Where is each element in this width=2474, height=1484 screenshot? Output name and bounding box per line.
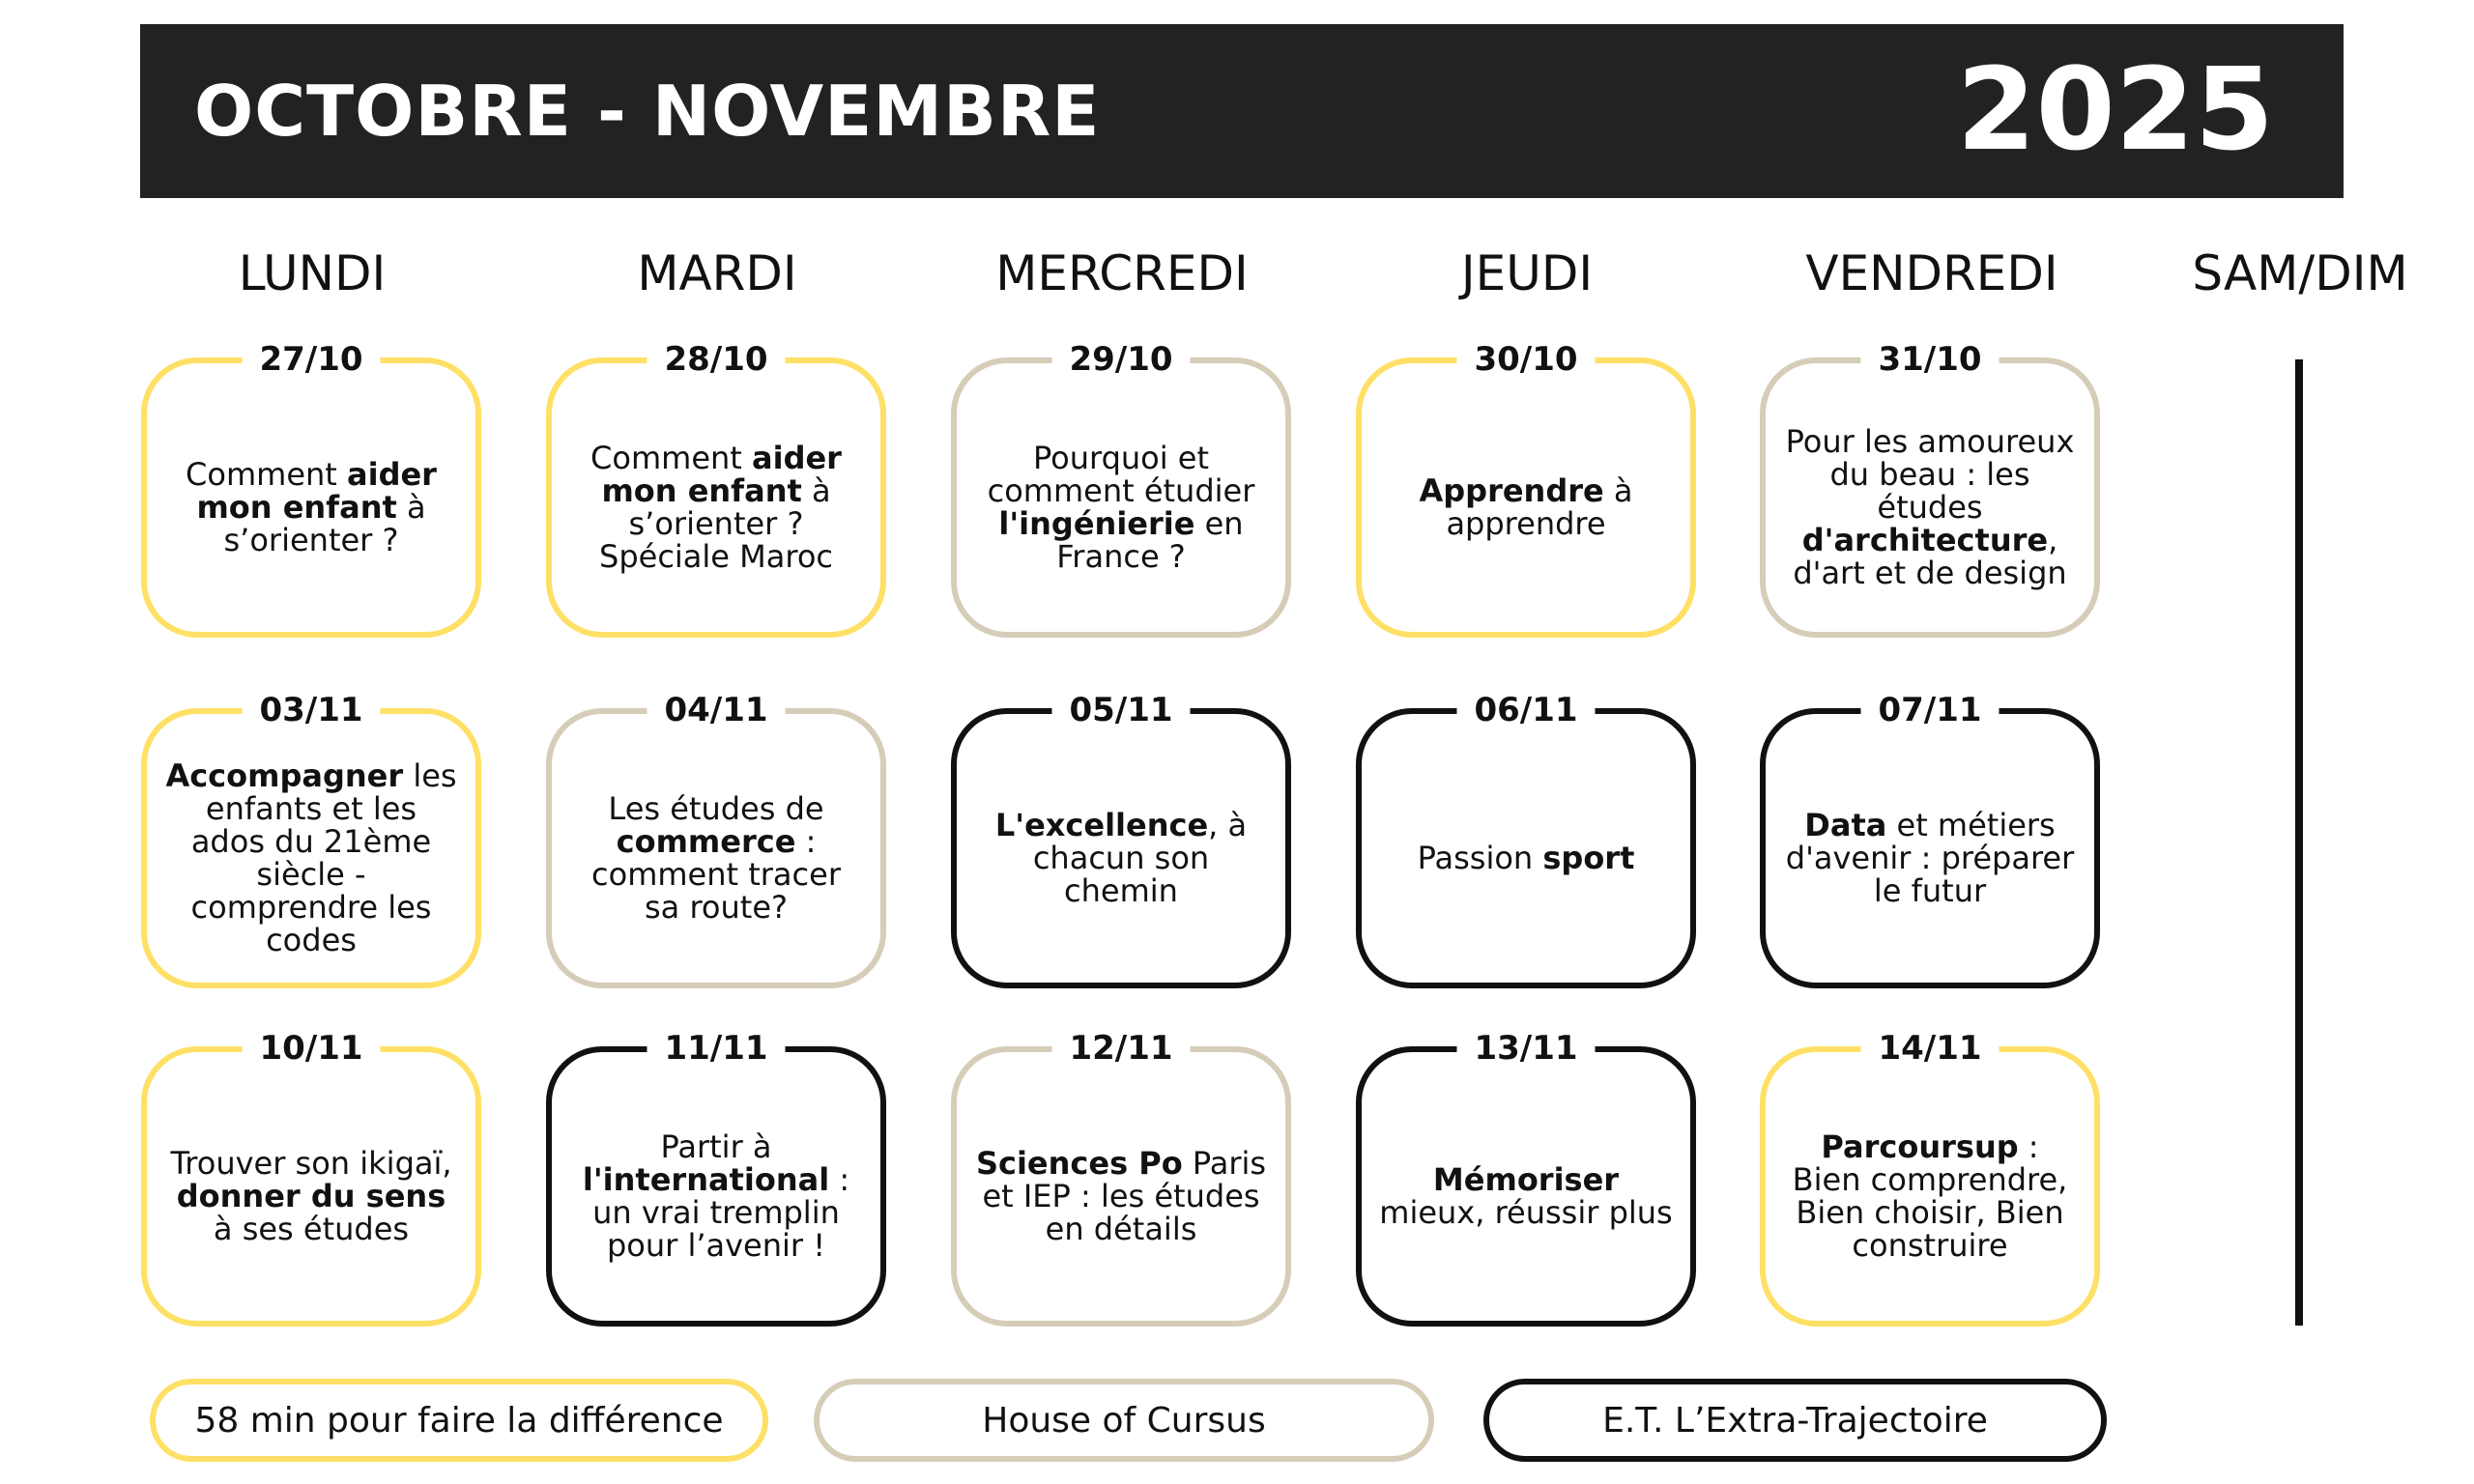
event-title-text: : comment tracer sa route?: [591, 823, 841, 926]
event-title: [1379, 753, 1673, 963]
event-title-emphasis: donner du sens: [176, 1178, 446, 1214]
day-header-lundi: LUNDI: [238, 245, 387, 301]
event-title: [164, 1091, 458, 1301]
event-title: [164, 753, 458, 963]
event-title-text: : un vrai tremplin pour l’avenir !: [592, 1161, 850, 1264]
event-date: 13/11: [1456, 1027, 1595, 1070]
event-title: [569, 1091, 863, 1301]
event-title: [1783, 753, 2077, 963]
event-title-text: , d'art et de design: [1793, 522, 2067, 591]
event-title-text: Paris et IEP : les études en détails: [982, 1145, 1267, 1247]
event-title-text: Comment: [186, 456, 347, 493]
legend-58-min: 58 min pour faire la différence: [150, 1379, 768, 1462]
event-title-text: : Bien comprendre, Bien choisir, Bien construire: [1792, 1128, 2068, 1264]
event-date: 07/11: [1860, 689, 1999, 731]
event-title-emphasis: Data: [1804, 807, 1887, 843]
event-title: [1379, 1091, 1673, 1301]
event-title-emphasis: L'excellence: [994, 807, 1209, 843]
event-card[interactable]: [546, 340, 886, 638]
event-title-emphasis: sport: [1542, 840, 1635, 876]
event-date: 14/11: [1860, 1027, 1999, 1070]
event-title: [569, 402, 863, 613]
event-date: 27/10: [242, 338, 380, 381]
event-title-text: Pour les amoureux du beau : les études: [1785, 423, 2075, 526]
event-title: [164, 402, 458, 613]
event-title-emphasis: Sciences Po: [975, 1145, 1183, 1182]
event-title-text: à s’orienter ? Spéciale Maroc: [599, 472, 833, 575]
event-card[interactable]: [951, 340, 1291, 638]
event-title-emphasis: aider mon enfant: [196, 456, 437, 526]
event-title-text: Pourquoi et comment étudier: [987, 440, 1255, 509]
event-title-text: , à chacun son chemin: [1032, 807, 1248, 909]
event-title-text: en France ?: [1056, 505, 1244, 575]
event-title-text: à s’orienter ?: [223, 489, 426, 558]
event-date: 11/11: [647, 1027, 785, 1070]
event-card[interactable]: [1760, 691, 2100, 988]
event-title: [1783, 1091, 2077, 1301]
day-header-vendredi: VENDREDI: [1805, 245, 2058, 301]
event-card[interactable]: [1760, 340, 2100, 638]
event-title: [569, 753, 863, 963]
event-title-text: Partir à: [660, 1128, 772, 1165]
year-label: 2025: [1956, 43, 2274, 176]
event-date: 05/11: [1051, 689, 1190, 731]
event-title-text: Les études de: [608, 790, 824, 827]
day-header-weekend: SAM/DIM: [2192, 245, 2408, 301]
event-card[interactable]: [141, 340, 481, 638]
day-header-mercredi: MERCREDI: [995, 245, 1249, 301]
event-title-text: à ses études: [213, 1211, 410, 1247]
event-title-emphasis: aider mon enfant: [601, 440, 842, 509]
event-title-text: mieux, réussir plus: [1379, 1194, 1673, 1231]
event-title-text: à apprendre: [1446, 472, 1633, 542]
event-date: 04/11: [647, 689, 785, 731]
event-date: 31/10: [1860, 338, 1999, 381]
event-title-emphasis: Apprendre: [1419, 472, 1604, 509]
event-card[interactable]: [1356, 691, 1696, 988]
event-title-text: les enfants et les ados du 21ème siècle - comprendre les codes: [190, 757, 457, 958]
event-card[interactable]: [951, 691, 1291, 988]
event-title: [1379, 402, 1673, 613]
event-card[interactable]: [951, 1029, 1291, 1327]
event-date: 06/11: [1456, 689, 1595, 731]
day-header-jeudi: JEUDI: [1460, 245, 1594, 301]
event-title: [974, 1091, 1268, 1301]
event-card[interactable]: [546, 691, 886, 988]
event-date: 29/10: [1051, 338, 1190, 381]
event-card[interactable]: [1760, 1029, 2100, 1327]
page-title: OCTOBRE - NOVEMBRE: [194, 71, 1101, 152]
event-date: 30/10: [1456, 338, 1595, 381]
event-date: 10/11: [242, 1027, 380, 1070]
event-card[interactable]: [546, 1029, 886, 1327]
event-title-emphasis: Accompagner: [165, 757, 404, 794]
event-card[interactable]: [1356, 1029, 1696, 1327]
legend-extra-trajectoire: E.T. L’Extra-Trajectoire: [1483, 1379, 2107, 1462]
event-title-text: Comment: [590, 440, 752, 476]
weekend-divider: [2295, 359, 2303, 1326]
event-title-emphasis: d'architecture: [1801, 522, 2049, 558]
legend-house-of-cursus: House of Cursus: [814, 1379, 1434, 1462]
event-title: [1783, 402, 2077, 613]
event-title-text: et métiers d'avenir : préparer le futur: [1785, 807, 2075, 909]
event-title-emphasis: l'ingénierie: [998, 505, 1195, 542]
event-card[interactable]: [141, 691, 481, 988]
event-date: 28/10: [647, 338, 785, 381]
event-card[interactable]: [141, 1029, 481, 1327]
event-date: 12/11: [1051, 1027, 1190, 1070]
event-title: [974, 402, 1268, 613]
event-title-emphasis: Parcoursup: [1821, 1128, 2019, 1165]
event-date: 03/11: [242, 689, 380, 731]
event-title-emphasis: l'international: [582, 1161, 830, 1198]
event-title-text: Trouver son ikigaï,: [170, 1145, 452, 1182]
event-title-text: Passion: [1417, 840, 1543, 876]
event-title-emphasis: Mémoriser: [1432, 1161, 1620, 1198]
event-title-emphasis: commerce: [616, 823, 796, 860]
header-bar: [140, 24, 2344, 198]
event-title: [974, 753, 1268, 963]
day-header-mardi: MARDI: [637, 245, 797, 301]
event-card[interactable]: [1356, 340, 1696, 638]
